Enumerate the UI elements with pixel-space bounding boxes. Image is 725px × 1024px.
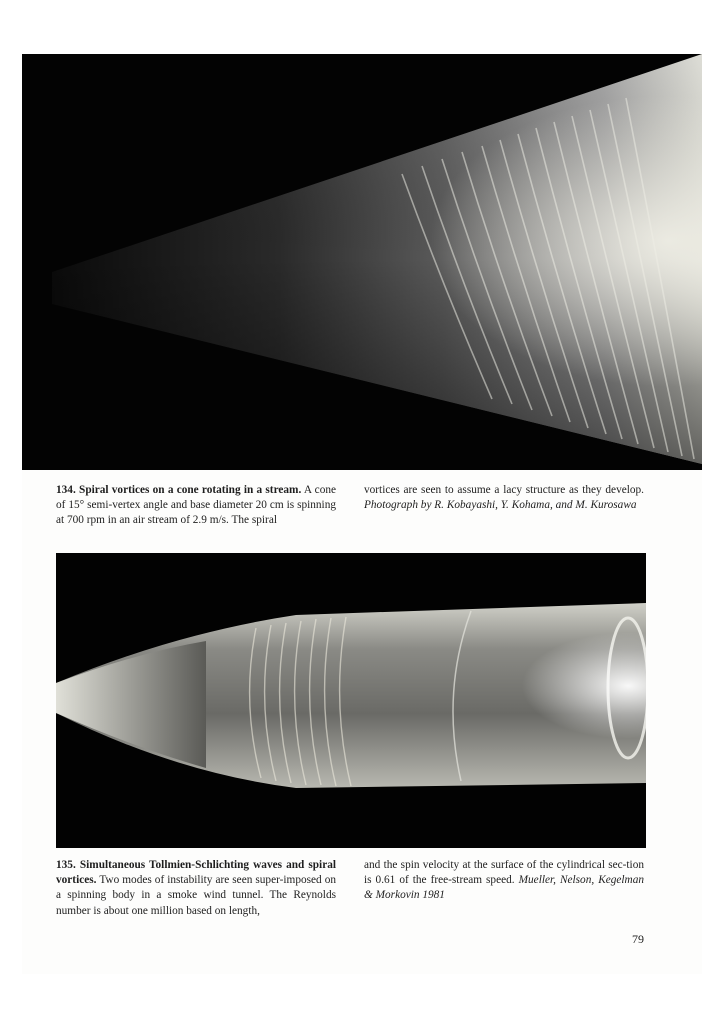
page-number: 79 — [632, 932, 644, 946]
figure-135-body-right: and the spin velocity at the surface of the cylindrical sec-tion is 0.61 of the free-stream speed. — [364, 859, 644, 887]
figure-134-caption-left — [56, 483, 336, 529]
figure-135-number: 135. — [56, 859, 76, 871]
figure-134-photo — [22, 54, 702, 470]
figure-135-caption-left — [56, 858, 336, 919]
figure-135-photo — [56, 553, 646, 848]
figure-134-body-right: vortices are seen to assume a lacy structure as they develop. — [364, 484, 644, 496]
figure-135-caption-right — [364, 858, 644, 904]
figure-134-body-left: A cone of 15° semi-vertex angle and base diameter 20 cm is spinning at 700 rpm in an air stream of 2.9 m/s. The spiral — [56, 484, 337, 527]
figure-135-title: Simultaneous Tollmien-Schlichting waves and spiral vortices. — [56, 859, 336, 887]
figure-134-number: 134. — [56, 484, 76, 496]
figure-135-credit: Mueller, Nelson, Kegelman & Morkovin 1981 — [364, 874, 645, 902]
figure-135-body-left: Two modes of instability are seen super-imposed on a spinning body in a smoke wind tunnel. The Reynolds number is about one million based on length, — [56, 874, 337, 917]
figure-134-title: Spiral vortices on a cone rotating in a stream. — [79, 484, 302, 496]
figure-134-credit: Photograph by R. Kobayashi, Y. Kohama, and M. Kurosawa — [364, 499, 637, 512]
figure-134-caption-right — [364, 483, 644, 513]
